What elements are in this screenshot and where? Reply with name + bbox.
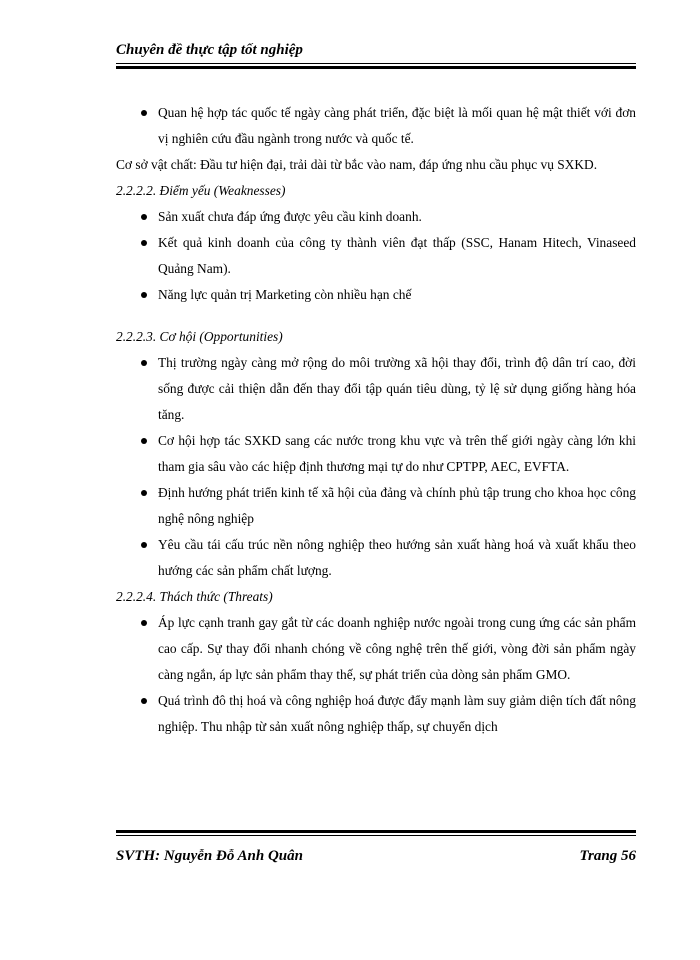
bullet-text: Quá trình đô thị hoá và công nghiệp hoá được đẩy mạnh làm suy giảm diện tích đất nông nghiệp. Thu nhập từ sản xuất nông nghiệp thấp, sự chuyển dịch — [158, 693, 636, 734]
bullet-item — [116, 100, 636, 152]
bullet-text: Kết quả kinh doanh của công ty thành viên đạt thấp (SSC, Hanam Hitech, Vinaseed Quảng Nam). — [158, 235, 636, 276]
weaknesses-heading: 2.2.2.2. Điểm yếu (Weaknesses) — [116, 183, 286, 198]
threats-heading: 2.2.2.4. Thách thức (Threats) — [116, 589, 273, 604]
bullet-icon — [141, 620, 147, 626]
footer-rule-thick — [116, 830, 636, 833]
bullet-icon — [141, 360, 147, 366]
bullet-text: Định hướng phát triển kinh tế xã hội của đảng và chính phủ tập trung cho khoa học công nghệ nông nghiệp — [158, 485, 636, 526]
bullet-item — [116, 532, 636, 584]
header-rule-thin — [116, 63, 636, 64]
bullet-item — [116, 688, 636, 740]
bullet-text: Năng lực quản trị Marketing còn nhiều hạn chế — [158, 287, 412, 302]
bullet-text: Cơ hội hợp tác SXKD sang các nước trong khu vực và trên thế giới ngày càng lớn khi tham gia sâu vào các hiệp định thương mại tự do như CPTPP, AEC, EVFTA. — [158, 433, 636, 474]
bullet-icon — [141, 214, 147, 220]
footer-page-number: Trang 56 — [579, 848, 636, 864]
page-content — [116, 100, 636, 740]
bullet-text: Thị trường ngày càng mở rộng do môi trường xã hội thay đổi, trình độ dân trí cao, đời sống được cải thiện dẫn đến thay đổi tập quán tiêu dùng, tỷ lệ sử dụng giống hàng hóa tăng. — [158, 355, 636, 422]
bullet-icon — [141, 240, 147, 246]
bullet-item — [116, 480, 636, 532]
bullet-item — [116, 350, 636, 428]
bullet-icon — [141, 292, 147, 298]
bullet-text: Yêu cầu tái cấu trúc nền nông nghiệp theo hướng sản xuất hàng hoá và xuất khẩu theo hướng các sản phẩm chất lượng. — [158, 537, 636, 578]
bullet-text: Quan hệ hợp tác quốc tế ngày càng phát triển, đặc biệt là mối quan hệ mật thiết với đơn vị nghiên cứu đầu ngành trong nước và quốc tế. — [158, 105, 636, 146]
bullet-icon — [141, 438, 147, 444]
bullet-icon — [141, 490, 147, 496]
footer-author: SVTH: Nguyễn Đỗ Anh Quân — [116, 848, 303, 864]
bullet-text: Sản xuất chưa đáp ứng được yêu cầu kinh doanh. — [158, 209, 422, 224]
facilities-paragraph: Cơ sở vật chất: Đầu tư hiện đại, trải dài từ bắc vào nam, đáp ứng nhu cầu phục vụ SXKD. — [116, 157, 598, 172]
header-title: Chuyên đề thực tập tốt nghiệp — [116, 42, 303, 58]
section-gap — [116, 308, 636, 324]
bullet-icon — [141, 110, 147, 116]
bullet-item — [116, 204, 636, 230]
header-rule-thick — [116, 66, 636, 69]
bullet-text: Áp lực cạnh tranh gay gắt từ các doanh nghiệp nước ngoài trong cung ứng các sản phẩm cao cấp. Sự thay đổi nhanh chóng về công nghệ trên thế giới, vòng đời sản phẩm ngày càng ngắn, áp lực sản phẩm thay thế, sự phát triển của dòng sản phẩm GMO. — [158, 615, 636, 682]
bullet-icon — [141, 698, 147, 704]
bullet-item — [116, 282, 636, 308]
bullet-item — [116, 428, 636, 480]
opportunities-heading: 2.2.2.3. Cơ hội (Opportunities) — [116, 329, 283, 344]
footer-rule-thin — [116, 835, 636, 836]
bullet-item — [116, 230, 636, 282]
bullet-icon — [141, 542, 147, 548]
bullet-item — [116, 610, 636, 688]
